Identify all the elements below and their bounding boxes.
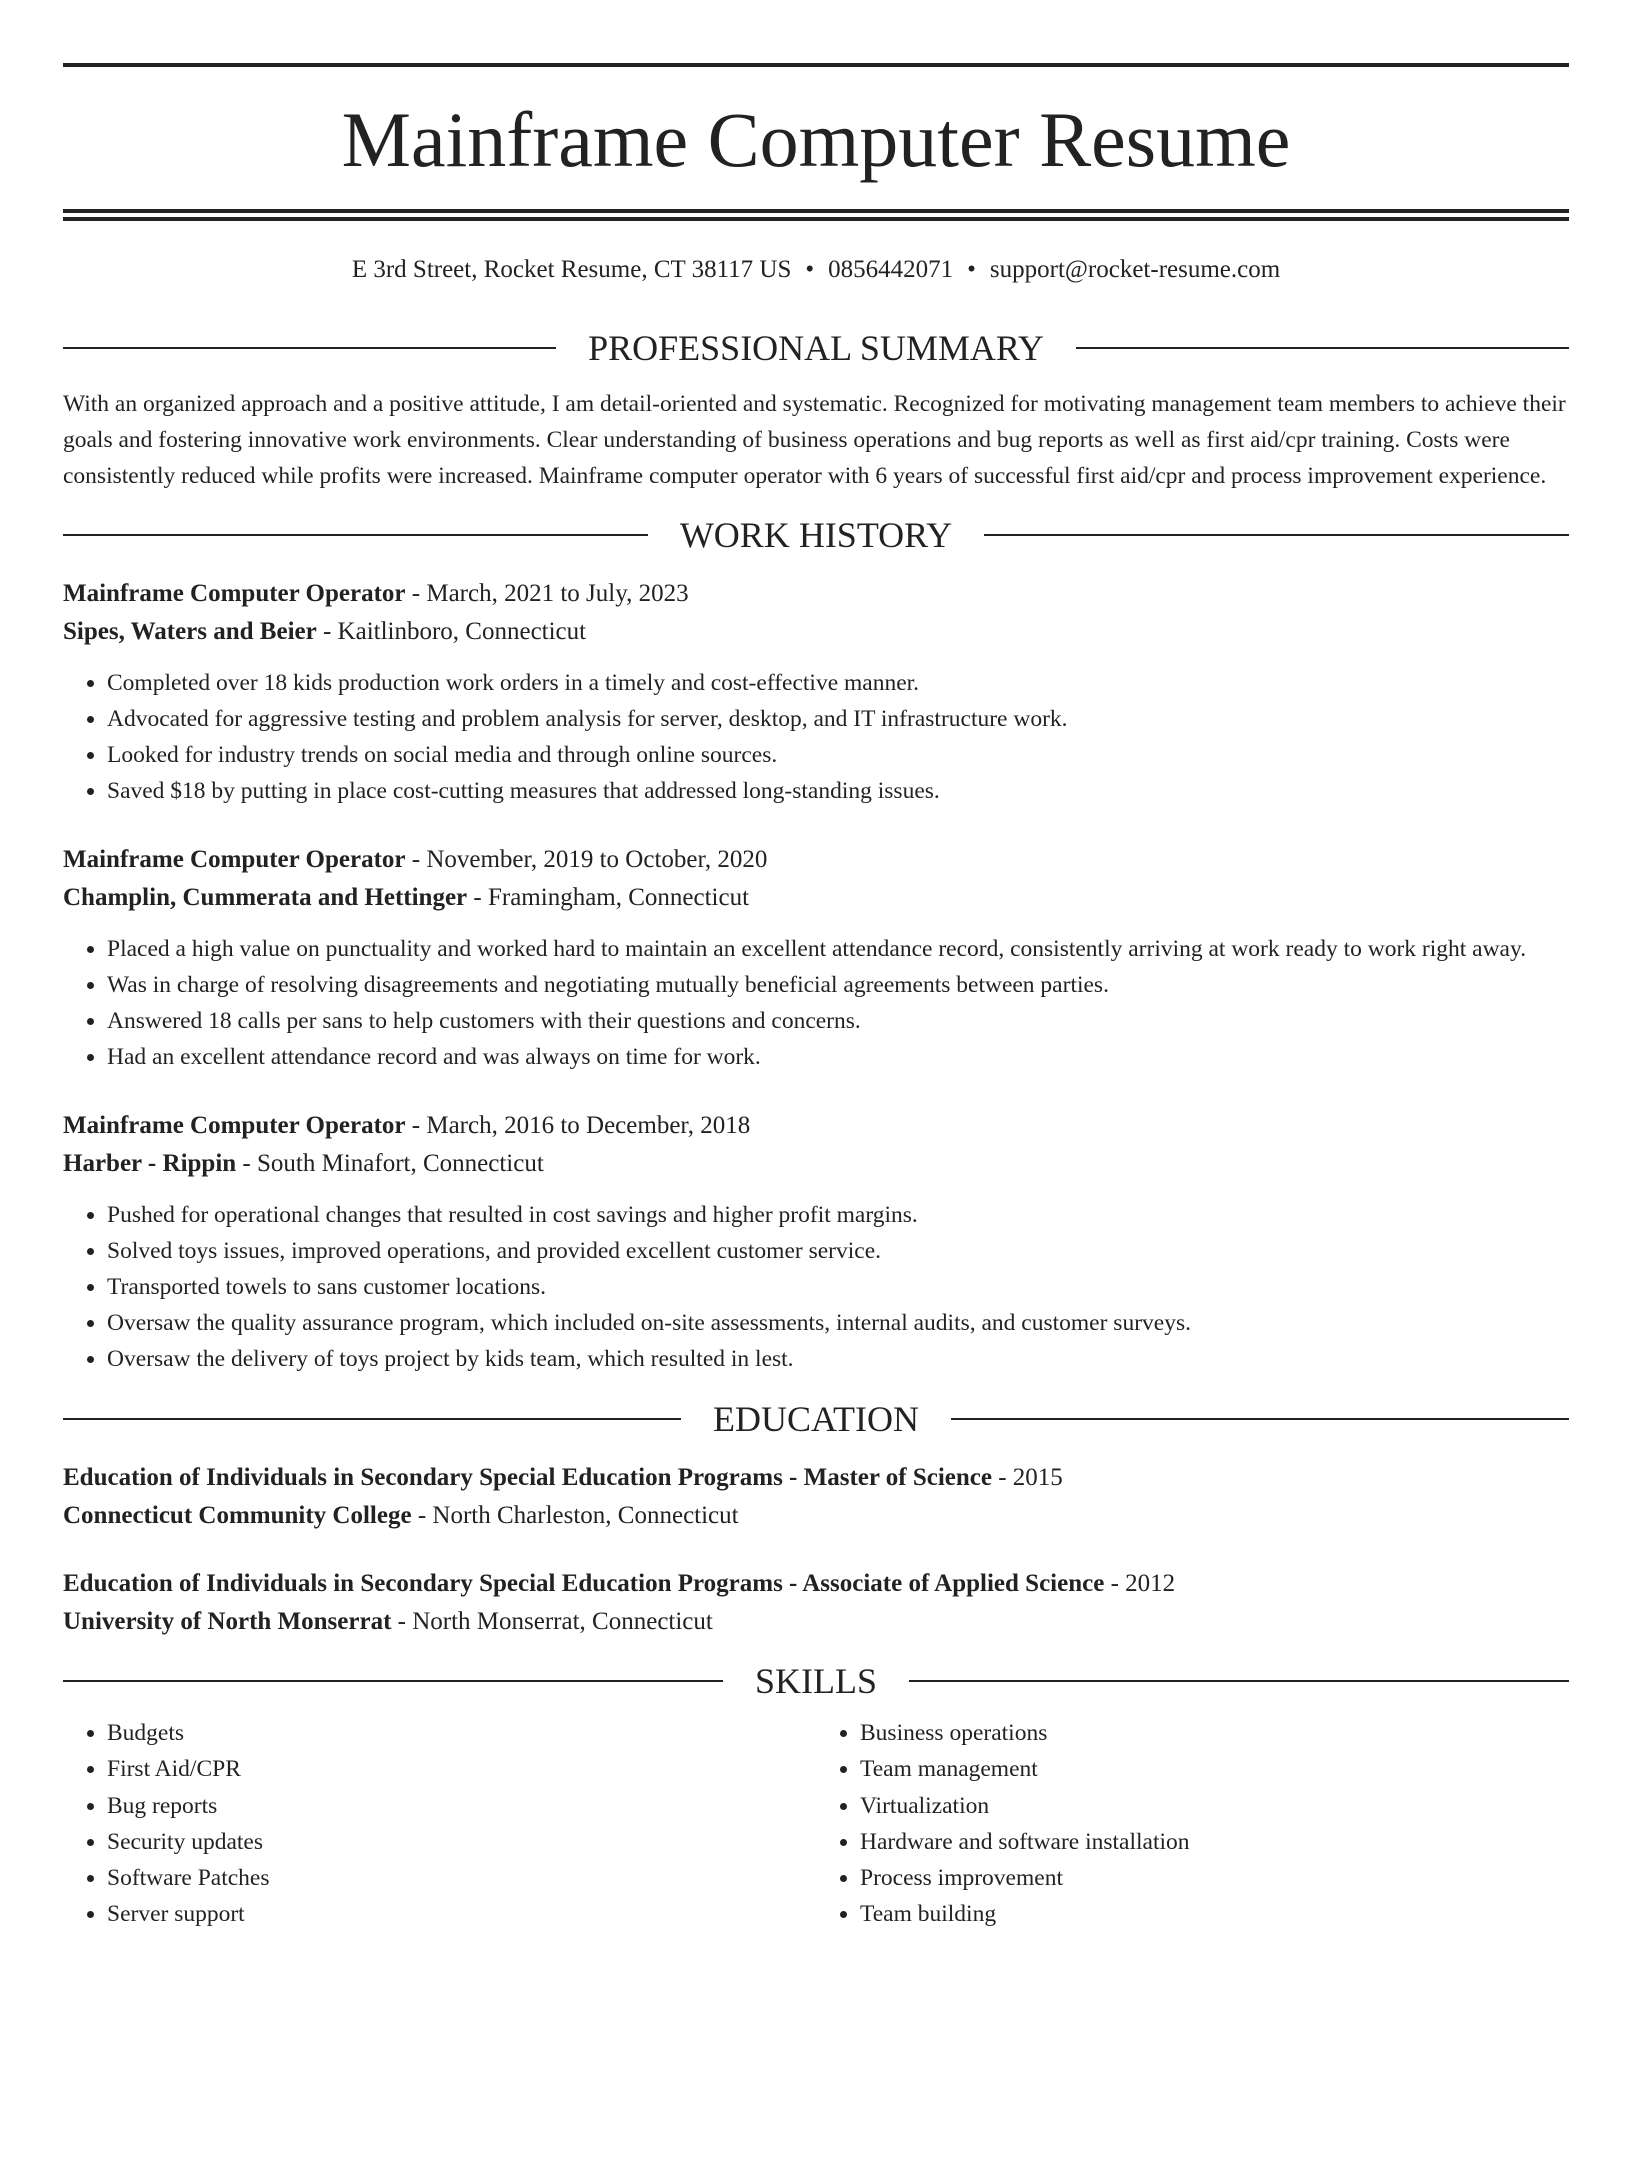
skill-item: • Bug reports	[107, 1788, 816, 1824]
job-title: Mainframe Computer Operator	[63, 580, 406, 607]
skill-item: • Team building	[860, 1896, 1569, 1932]
heading-rule-right	[984, 534, 1569, 536]
skill-item: • Hardware and software installation	[860, 1824, 1569, 1860]
job-entry	[63, 841, 1569, 1075]
summary-heading	[63, 330, 1569, 366]
education-school-line	[63, 1497, 1569, 1535]
skills-heading-label: SKILLS	[755, 1661, 878, 1701]
skills-column-right	[816, 1715, 1569, 1933]
job-company: Sipes, Waters and Beier	[63, 618, 317, 645]
job-entry	[63, 1107, 1569, 1377]
list-item: • Placed a high value on punctuality and worked hard to maintain an excellent attendance record, consistently arriving at work ready to work right away.	[107, 931, 1569, 967]
list-item: • Looked for industry trends on social media and through online sources.	[107, 737, 1569, 773]
work-history-heading	[63, 517, 1569, 553]
education-school-line	[63, 1603, 1569, 1641]
list-item: • Solved toys issues, improved operations, and provided excellent customer service.	[107, 1233, 1569, 1269]
skill-item: • First Aid/CPR	[107, 1751, 816, 1787]
job-bullets	[63, 1197, 1569, 1377]
education-year: - 2015	[991, 1464, 1063, 1491]
education-heading-label: EDUCATION	[713, 1399, 919, 1439]
job-location: - South Minafort, Connecticut	[236, 1150, 544, 1177]
heading-rule-left	[63, 1418, 681, 1420]
education-heading	[63, 1401, 1569, 1437]
skill-item: • Team management	[860, 1751, 1569, 1787]
page-title: Mainframe Computer Resume	[341, 96, 1291, 183]
job-title-line	[63, 841, 1569, 879]
education-program-line	[63, 1565, 1569, 1603]
job-company: Harber - Rippin	[63, 1150, 237, 1177]
list-item: • Oversaw the delivery of toys project by kids team, which resulted in lest.	[107, 1341, 1569, 1377]
education-entry	[63, 1459, 1569, 1535]
list-item: • Transported towels to sans customer locations.	[107, 1269, 1569, 1305]
skills-heading	[63, 1663, 1569, 1699]
skill-item: • Virtualization	[860, 1788, 1569, 1824]
list-item: • Completed over 18 kids production work orders in a timely and cost-effective manner.	[107, 665, 1569, 701]
contact-phone: 0856442071	[828, 256, 954, 283]
skill-item: • Process improvement	[860, 1860, 1569, 1896]
list-item: • Had an excellent attendance record and was always on time for work.	[107, 1039, 1569, 1075]
list-item: • Oversaw the quality assurance program, which included on-site assessments, internal audits, and customer surveys.	[107, 1305, 1569, 1341]
job-dates: - March, 2016 to December, 2018	[405, 1112, 751, 1139]
contact-separator: •	[967, 256, 976, 283]
job-title: Mainframe Computer Operator	[63, 846, 406, 873]
job-location: - Framingham, Connecticut	[467, 884, 750, 911]
job-company-line	[63, 613, 1569, 651]
heading-rule-left	[63, 347, 556, 349]
skill-item: • Server support	[107, 1896, 816, 1932]
summary-text: With an organized approach and a positive attitude, I am detail-oriented and systematic. Recognized for motivating management team members to achieve their goals and fostering innovative work environments. Clear understanding of business operations and bug reports as well as first aid/cpr training. Costs were consistently reduced while profits were increased. Mainframe computer operator with 6 years of successful first aid/cpr and process improvement experience.	[63, 391, 1566, 489]
heading-rule-right	[1076, 347, 1569, 349]
skills-column-left	[63, 1715, 816, 1933]
job-bullets	[63, 665, 1569, 809]
skill-item: • Security updates	[107, 1824, 816, 1860]
job-company-line	[63, 879, 1569, 917]
heading-rule-left	[63, 534, 648, 536]
list-item: • Answered 18 calls per sans to help customers with their questions and concerns.	[107, 1003, 1569, 1039]
job-dates: - November, 2019 to October, 2020	[405, 846, 768, 873]
contact-email: support@rocket-resume.com	[989, 256, 1281, 283]
job-title-line	[63, 1107, 1569, 1145]
list-item: • Was in charge of resolving disagreements and negotiating mutually beneficial agreements between parties.	[107, 967, 1569, 1003]
skill-item: • Budgets	[107, 1715, 816, 1751]
list-item: • Saved $18 by putting in place cost-cutting measures that addressed long-standing issues.	[107, 773, 1569, 809]
list-item: • Advocated for aggressive testing and problem analysis for server, desktop, and IT infrastructure work.	[107, 701, 1569, 737]
education-program: Education of Individuals in Secondary Special Education Programs - Master of Science	[63, 1464, 992, 1491]
work-history-heading-label: WORK HISTORY	[679, 515, 953, 555]
job-company: Champlin, Cummerata and Hettinger	[63, 884, 468, 911]
summary-heading-label: PROFESSIONAL SUMMARY	[588, 328, 1044, 368]
education-entry	[63, 1565, 1569, 1641]
contact-separator: •	[805, 256, 815, 283]
education-program-line	[63, 1459, 1569, 1497]
contact-address: E 3rd Street, Rocket Resume, CT 38117 US	[351, 256, 792, 283]
heading-rule-left	[63, 1680, 723, 1682]
contact-line	[63, 257, 1569, 282]
job-location: - Kaitlinboro, Connecticut	[316, 618, 587, 645]
skill-item: • Software Patches	[107, 1860, 816, 1896]
skill-item: • Business operations	[860, 1715, 1569, 1751]
skills-grid	[63, 1715, 1569, 1933]
education-location: - North Monserrat, Connecticut	[391, 1608, 713, 1635]
title-double-rule	[63, 209, 1569, 221]
job-title-line	[63, 575, 1569, 613]
heading-rule-right	[909, 1680, 1569, 1682]
job-company-line	[63, 1145, 1569, 1183]
education-school: Connecticut Community College	[63, 1502, 412, 1529]
heading-rule-right	[951, 1418, 1569, 1420]
job-entry	[63, 575, 1569, 809]
education-program: Education of Individuals in Secondary Special Education Programs - Associate of Applied Science	[63, 1570, 1105, 1597]
resume-page	[0, 63, 1632, 2175]
education-location: - North Charleston, Connecticut	[411, 1502, 739, 1529]
job-dates: - March, 2021 to July, 2023	[405, 580, 689, 607]
job-bullets	[63, 931, 1569, 1075]
education-school: University of North Monserrat	[63, 1608, 392, 1635]
job-title: Mainframe Computer Operator	[63, 1112, 406, 1139]
list-item: • Pushed for operational changes that resulted in cost savings and higher profit margins.	[107, 1197, 1569, 1233]
education-year: - 2012	[1104, 1570, 1176, 1597]
